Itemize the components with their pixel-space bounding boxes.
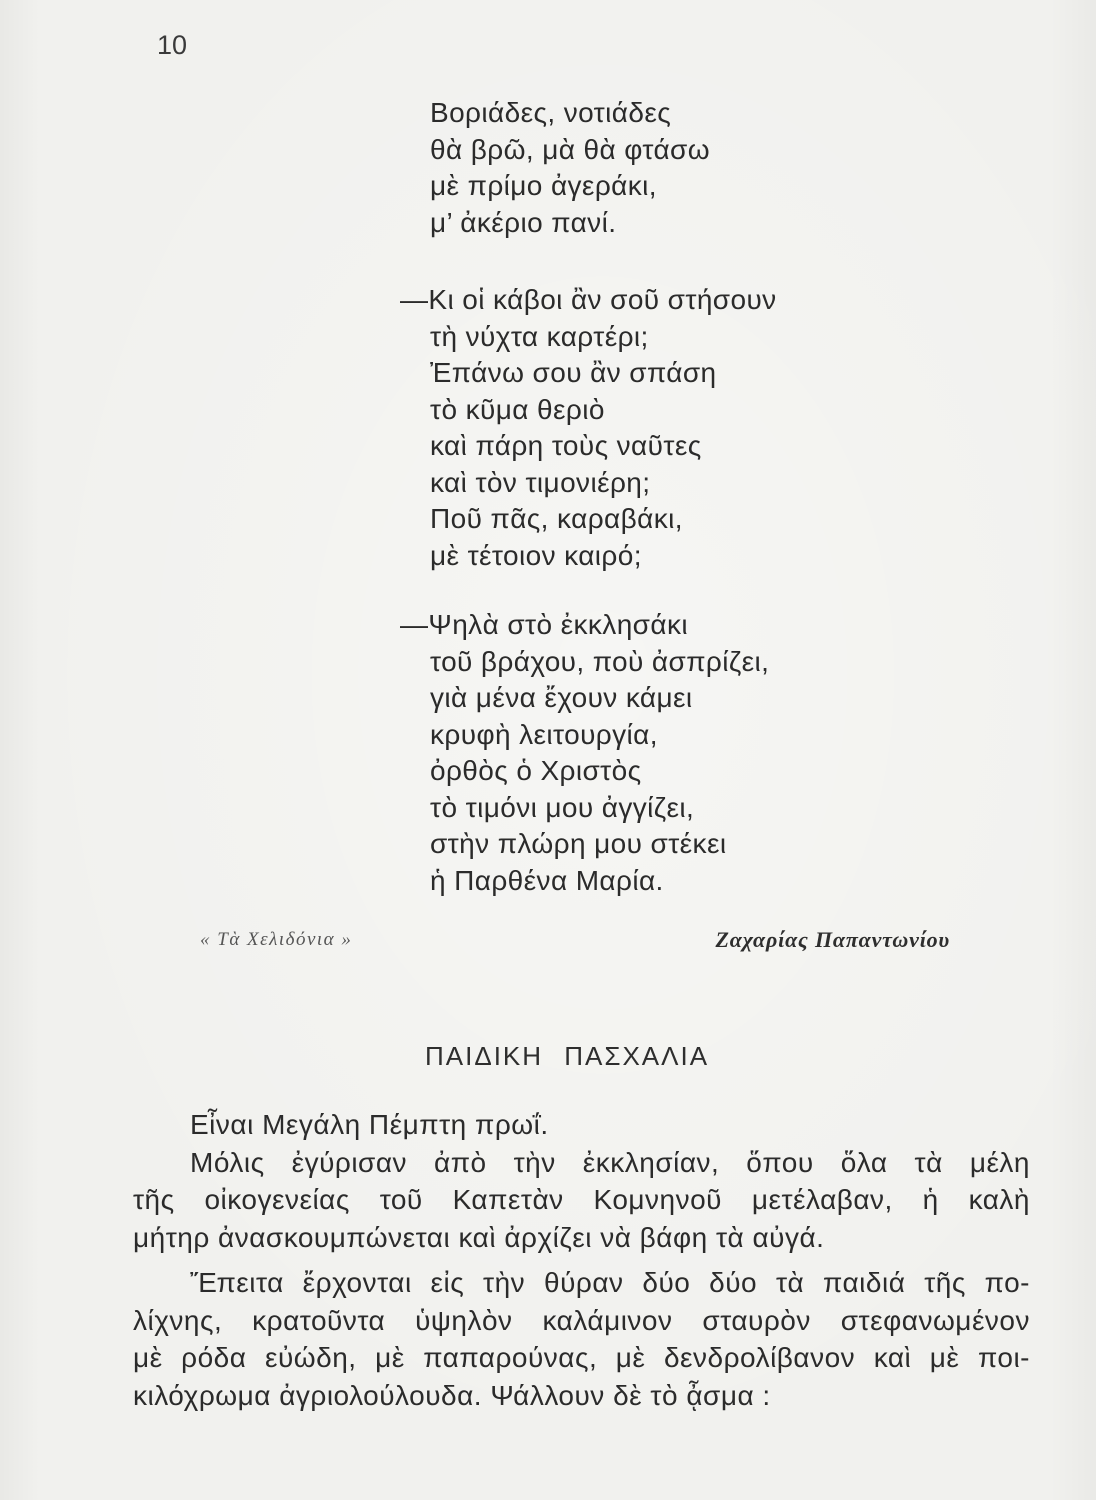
paragraph	[133, 1106, 1030, 1144]
poem	[400, 95, 850, 899]
poem-line: Ποῦ πᾶς, καραβάκι,	[430, 503, 683, 534]
poem-line: γιὰ μένα ἔχουν κάμει	[430, 682, 693, 713]
poem-stanza	[430, 95, 850, 241]
poem-line: καὶ πάρη τοὺς ναῦτες	[430, 430, 702, 461]
paragraph-line: κιλόχρωμα ἀγριολούλουδα. Ψάλλουν δὲ τὸ ᾆσμα :	[133, 1379, 771, 1411]
poem-line: τοῦ βράχου, ποὺ ἀσπρίζει,	[430, 645, 770, 677]
poem-line: τὴ νύχτα καρτέρι;	[430, 320, 649, 352]
poem-line: μὲ πρίμο ἀγεράκι,	[430, 170, 657, 201]
poem-line: θὰ βρῶ, μὰ θὰ φτάσω	[430, 133, 710, 165]
poem-line: στὴν πλώρη μου στέκει	[430, 828, 727, 859]
poem-author-name: Ζαχαρίας Παπαντωνίου	[715, 927, 950, 952]
poem-stanza	[400, 282, 850, 574]
page-number: 10	[157, 30, 188, 60]
poem-line: Ἐπάνω σου ἂν σπάση	[430, 357, 717, 388]
poem-stanza	[400, 607, 850, 899]
poem-line: Βοριάδες, νοτιάδες	[430, 97, 672, 128]
poem-line: —Ψηλὰ στὸ ἐκκλησάκι	[400, 609, 688, 640]
paragraph-line: Ἔπειτα ἔρχονται εἰς τὴν θύραν δύο δύο τὰ παιδιά τῆς πο-	[190, 1267, 1030, 1298]
poem-line: κρυφὴ λειτουργία,	[430, 718, 658, 750]
poem-line: μ’ ἀκέριο πανί.	[430, 206, 617, 238]
poem-line: ὀρθὸς ὁ Χριστὸς	[430, 755, 642, 786]
paragraph	[133, 1144, 1030, 1257]
paragraph-line: Μόλις ἐγύρισαν ἀπὸ τὴν ἐκκλησίαν, ὅπου ὅλα τὰ μέλη	[190, 1146, 1030, 1178]
prose-body	[133, 1106, 1030, 1414]
paragraph-line: λίχνης, κρατοῦντα ὑψηλὸν καλάμινον σταυρὸν στεφανωμένον	[133, 1304, 1030, 1336]
paragraph-line: μὲ ρόδα εὐώδη, μὲ παπαρούνας, μὲ δενδρολίβανον καὶ μὲ ποι-	[133, 1342, 1030, 1373]
poem-line: ἡ Παρθένα Μαρία.	[430, 864, 664, 896]
poem-line: —Κι οἱ κάβοι ἂν σοῦ στήσουν	[400, 284, 777, 315]
poem-line: καὶ τὸν τιμονιέρη;	[430, 466, 651, 498]
poem-line: τὸ κῦμα θεριὸ	[430, 393, 605, 425]
paragraph-line: τῆς οἰκογενείας τοῦ Καπετὰν Κομνηνοῦ μετέλαβαν, ἡ καλὴ	[133, 1184, 1030, 1215]
paragraph-line: μήτηρ ἀνασκουμπώνεται καὶ ἀρχίζει νὰ βάφη τὰ αὐγά.	[133, 1221, 825, 1253]
poem-source-title: « Τὰ Χελιδόνια »	[200, 929, 353, 950]
paragraph	[133, 1264, 1030, 1414]
poem-line: τὸ τιμόνι μου ἀγγίζει,	[430, 791, 695, 823]
poem-line: μὲ τέτοιον καιρό;	[430, 539, 642, 571]
paragraph-line: Εἶναι Μεγάλη Πέμπτη πρωΐ.	[190, 1109, 549, 1140]
section-heading: ΠΑΙΔΙΚΗ ΠΑΣΧΑΛΙΑ	[425, 1041, 710, 1071]
